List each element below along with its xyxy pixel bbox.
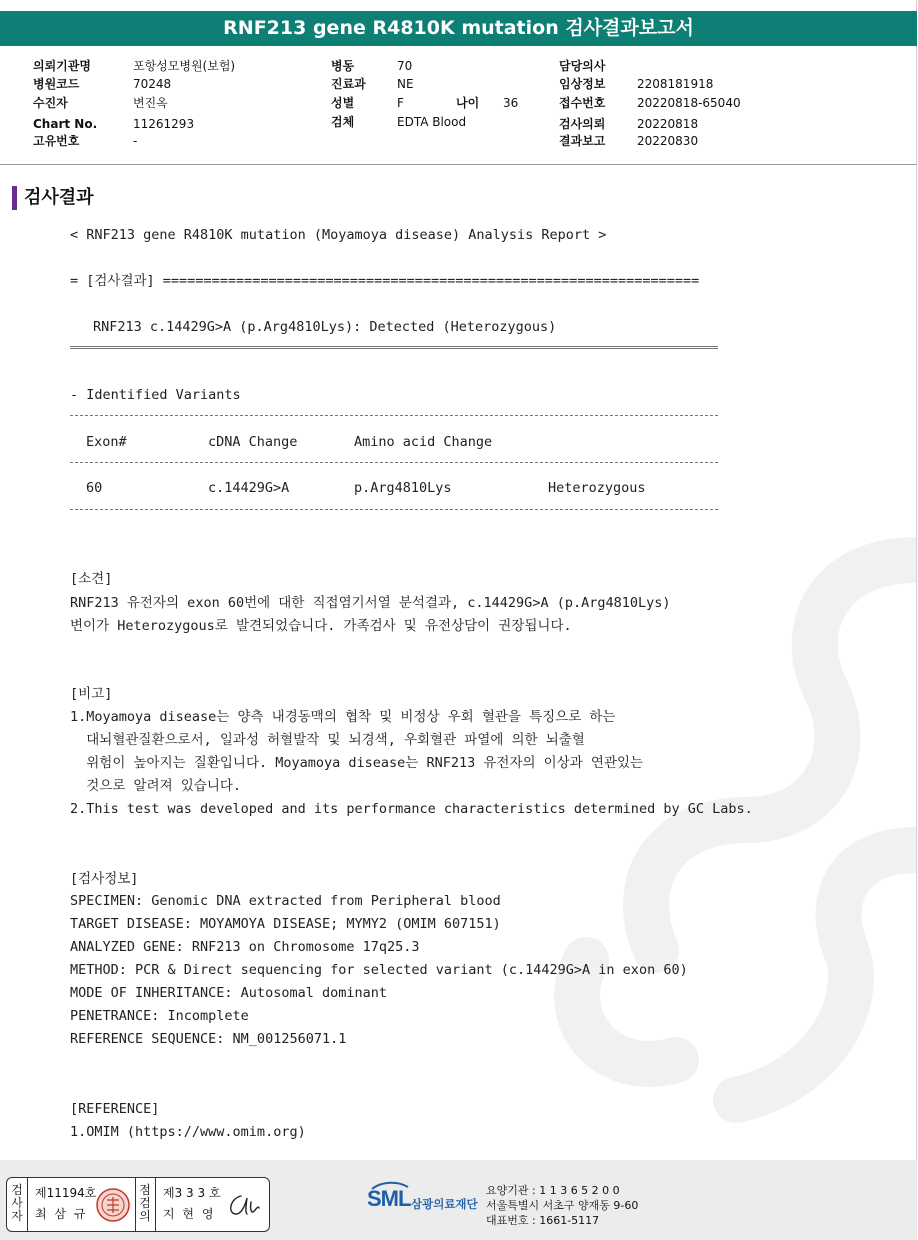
specimen-value: EDTA Blood (397, 115, 467, 129)
table-cell-cdna: c.14429G>A (208, 480, 290, 496)
remarks-line-2: 대뇌혈관질환으로서, 일과성 허혈발작 및 뇌경색, 우회혈관 파열에 의한 뇌출혈 (70, 732, 585, 748)
table-cell-amino: p.Arg4810Lys (354, 480, 452, 496)
checker-signature-icon (225, 1188, 263, 1222)
org-phone: 대표번호 : 1661-5117 (486, 1214, 600, 1227)
info-title: [검사정보] (70, 871, 139, 887)
logo-mark: SML (367, 1186, 411, 1211)
chart-no-label: Chart No. (33, 117, 98, 131)
report-date-label: 결과보고 (559, 134, 606, 148)
info-method: METHOD: PCR & Direct sequencing for selected variant (c.14429G>A in exon 60) (70, 962, 688, 978)
findings-line-2: 변이가 Heterozygous로 발견되었습니다. 가족검사 및 유전상담이 권장됩니다. (70, 618, 572, 634)
remarks-title: [비고] (70, 686, 113, 702)
org-address: 서울특별시 서초구 양재동 9-60 (486, 1199, 639, 1212)
signature-divider (135, 1178, 136, 1231)
examiner-license: 제11194호 (35, 1186, 97, 1200)
info-target-disease: TARGET DISEASE: MOYAMOYA DISEASE; MYMY2 (OMIM 607151) (70, 916, 501, 932)
findings-title: [소견] (70, 571, 113, 587)
age-label: 나이 (456, 96, 480, 110)
logo-swoosh-icon (370, 1181, 410, 1191)
remarks-line-1: 1.Moyamoya disease는 양측 내경동맥의 협착 및 비정상 우회 혈관을 특징으로 하는 (70, 709, 616, 725)
examiner-vertical-label: 검사자 (11, 1183, 23, 1223)
report-heading: < RNF213 gene R4810K mutation (Moyamoya disease) Analysis Report > (70, 227, 607, 243)
reference-title: [REFERENCE] (70, 1101, 160, 1117)
section-title: 검사결과 (24, 187, 94, 208)
hospital-label: 의뢰기관명 (33, 59, 91, 73)
table-top-rule (70, 415, 718, 416)
ward-label: 병동 (331, 59, 355, 73)
age-value: 36 (503, 96, 519, 110)
report-title: RNF213 gene R4810K mutation 검사결과보고서 (0, 11, 917, 46)
result-divider (70, 346, 718, 349)
checker-name: 지 현 영 (163, 1207, 216, 1221)
ward-value: 70 (397, 59, 413, 73)
clinical-info-value: 2208181918 (637, 77, 714, 91)
department-label: 진료과 (331, 77, 366, 91)
reference-item: 1.OMIM (https://www.omim.org) (70, 1124, 306, 1140)
signature-divider (155, 1178, 156, 1231)
header-divider (0, 164, 917, 165)
checker-license: 제3 3 3 호 (163, 1186, 221, 1200)
sex-label: 성별 (331, 96, 355, 110)
org-name: 삼광의료재단 (411, 1197, 478, 1211)
receipt-no-label: 접수번호 (559, 96, 606, 110)
table-header-rule (70, 462, 718, 463)
org-institution-code: 요양기관 : 1 1 3 6 5 2 0 0 (486, 1184, 620, 1197)
info-inheritance: MODE OF INHERITANCE: Autosomal dominant (70, 985, 387, 1001)
info-penetrance: PENETRANCE: Incomplete (70, 1008, 249, 1024)
unique-no-value: - (133, 134, 138, 148)
doctor-label: 담당의사 (559, 59, 606, 73)
table-header-exon: Exon# (86, 434, 127, 450)
unique-no-label: 고유번호 (33, 134, 80, 148)
request-date-label: 검사의뢰 (559, 117, 606, 131)
request-date-value: 20220818 (637, 117, 699, 131)
receipt-no-value: 20220818-65040 (637, 96, 741, 110)
specimen-label: 검체 (331, 115, 355, 129)
examiner-name: 최 삼 규 (35, 1207, 88, 1221)
signature-divider (27, 1178, 28, 1231)
patient-value: 변진옥 (133, 96, 168, 110)
checker-vertical-label: 점검의 (139, 1183, 151, 1223)
table-header-cdna: cDNA Change (208, 434, 298, 450)
remarks-line-4: 것으로 알려져 있습니다. (70, 778, 242, 794)
section-accent-bar (12, 186, 17, 210)
sex-value: F (397, 96, 404, 110)
signature-box (6, 1177, 270, 1232)
findings-line-1: RNF213 유전자의 exon 60번에 대한 직접염기서열 분석결과, c.14429G>A (p.Arg4810Lys) (70, 595, 671, 611)
variants-title: - Identified Variants (70, 387, 241, 403)
watermark-logo (496, 520, 916, 1160)
remarks-line-3: 위험이 높아지는 질환입니다. Moyamoya disease는 RNF213 유전자의 이상과 연관있는 (70, 755, 644, 771)
result-text: RNF213 c.14429G>A (p.Arg4810Lys): Detected (Heterozygous) (93, 319, 557, 335)
hospital-code-value: 70248 (133, 77, 172, 91)
table-header-amino: Amino acid Change (354, 434, 493, 450)
info-reference-sequence: REFERENCE SEQUENCE: NM_001256071.1 (70, 1031, 347, 1047)
examiner-seal-icon (95, 1187, 131, 1223)
info-analyzed-gene: ANALYZED GENE: RNF213 on Chromosome 17q25.3 (70, 939, 420, 955)
department-value: NE (397, 77, 414, 91)
hospital-code-label: 병원코드 (33, 77, 80, 91)
patient-label: 수진자 (33, 96, 68, 110)
chart-no-value: 11261293 (133, 117, 195, 131)
info-specimen: SPECIMEN: Genomic DNA extracted from Peripheral blood (70, 893, 501, 909)
table-cell-zygosity: Heterozygous (548, 480, 646, 496)
report-date-value: 20220830 (637, 134, 699, 148)
remarks-line-5: 2.This test was developed and its performance characteristics determined by GC Labs. (70, 801, 753, 817)
table-cell-exon: 60 (86, 480, 103, 496)
result-label: = [검사결과] ================================================================== (70, 273, 700, 289)
clinical-info-label: 임상정보 (559, 77, 606, 91)
table-bottom-rule (70, 509, 718, 510)
hospital-value: 포항성모병원(보험) (133, 59, 236, 73)
